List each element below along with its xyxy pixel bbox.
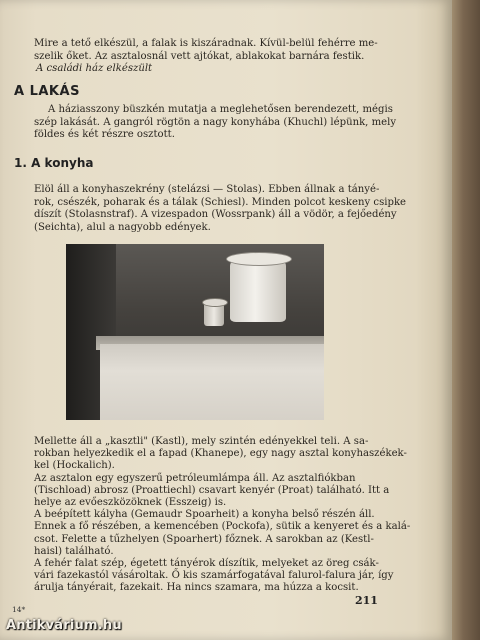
text-line: Ennek a fő részében, a kemencében (Pockofa), sütik a kenyeret és a kalá- [34,521,411,533]
book-edge [452,0,480,640]
text-line: helye az evőeszközöknek (Esszeig) is. [34,497,227,509]
text-line: (Seichta), alul a nagyobb edények. [34,221,211,233]
watermark: Antikvárium.hu [6,618,122,633]
photo-bucket [230,258,286,322]
text-line: (Tischload) abrosz (Proattiechl) csavart kenyér (Proat) található. Itt a [34,484,390,496]
text-line: Mellette áll a „kasztli" (Kastl), mely szintén edényekkel teli. A sa- [34,436,369,447]
after-photo-paragraph [34,436,418,595]
text-line: kel (Hockalich). [34,460,115,472]
text-line: földes és két részre osztott. [34,129,175,141]
signature-mark: 14* [12,605,26,614]
page-number: 211 [355,594,378,607]
text-line: rokban helyezkedik el a fapad (Khanepe), egy nagy asztal konyhaszékek- [34,448,407,460]
photo-bench [100,344,324,420]
text-line: szép lakását. A gangról rögtön a nagy konyhába (Khuchl) lépünk, mely [34,116,397,128]
text-line: rok, csészék, poharak és a tálak (Schiesl). Minden polcot keskeny csipke [34,196,407,208]
text-line: Elöl áll a konyhaszekrény (stelázsi — Stolas). Ebben állnak a tányé- [34,184,380,195]
section-heading-konyha: 1. A konyha [14,156,94,170]
intro-paragraph [34,38,418,76]
text-line: szelik őket. Az asztalosnál vett ajtókat, ablakokat barnára festik. [34,50,365,62]
text-line: árulja tányérait, fazekait. Ha nincs szamara, ma húzza a kocsit. [34,582,359,594]
section-heading-lakas: A LAKÁS [14,84,80,99]
text-line: Az asztalon egy egyszerű petróleumlámpa áll. Az asztalfiókban [34,472,356,484]
lakas-paragraph [34,104,418,142]
text-line: A beépített kályha (Gemaudr Spoarheit) a konyha belső részén áll. [34,509,375,521]
text-line: A fehér falat szép, égetett tányérok díszítik, melyeket az öreg csák- [34,558,379,570]
photo-bucket-rim [226,252,292,266]
text-line: A háziasszony büszkén mutatja a meglehetősen berendezett, mégis [48,104,393,115]
konyha-paragraph [34,184,418,234]
text-line: csot. Felette a tűzhelyen (Spoarhert) főznek. A sarokban az (Kestl- [34,533,374,545]
text-line: Mire a tető elkészül, a falak is kiszáradnak. Kívül-belül fehérre me- [34,38,378,49]
text-line: vári fazekastól vásároltak. Ő kis szamárfogatával falurol-falura jár, így [34,570,394,582]
text-line: díszít (Stolasnstraf). A vizespadon (Wossrpank) áll a vödör, a fejőedény [34,209,397,221]
photo-cup-rim [202,298,228,307]
photo-caption: A családi ház elkészült [36,63,153,75]
text-line: haisl) található. [34,545,114,557]
kitchen-photo [66,244,324,420]
